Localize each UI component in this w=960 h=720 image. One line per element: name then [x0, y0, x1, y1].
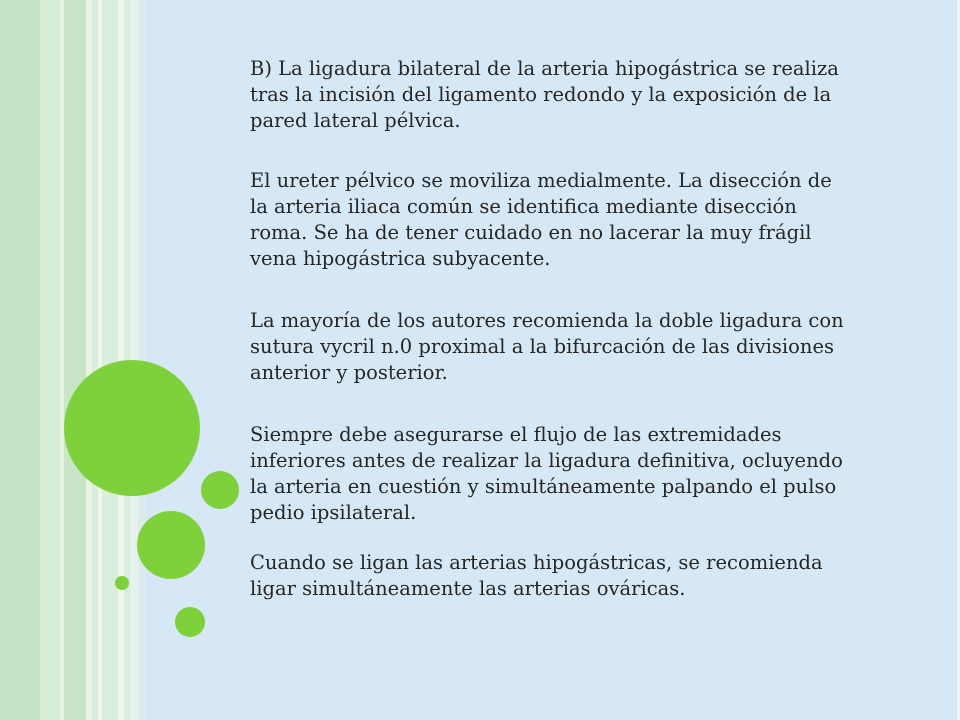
decorative-circle-small	[175, 607, 205, 637]
paragraph-ligadura-bilateral: B) La ligadura bilateral de la arteria hipogástrica se realiza tras la incisión del ligamento redondo y la exposición de la pared lateral pélvica.	[250, 57, 839, 132]
decorative-circle-large	[64, 360, 200, 496]
paragraph-flujo-extremidades: Siempre debe asegurarse el flujo de las extremidades inferiores antes de realizar la ligadura definitiva, ocluyendo la arteria en cuestión y simultáneamente palpando el pulso pedio ipsilateral.	[250, 423, 843, 524]
paragraph-arterias-ovaricas: Cuando se ligan las arterias hipogástricas, se recomienda ligar simultáneamente las arterias ováricas.	[250, 551, 823, 600]
decorative-circle-small	[201, 471, 239, 509]
decorative-circle-medium	[137, 511, 205, 579]
paragraph-doble-ligadura: La mayoría de los autores recomienda la doble ligadura con sutura vycril n.0 proximal a la bifurcación de las divisiones anterior y posterior.	[250, 309, 844, 384]
decorative-circle-tiny	[115, 576, 129, 590]
paragraph-ureter-pelvico: El ureter pélvico se moviliza medialmente. La disección de la arteria iliaca común se identifica mediante disección roma. Se ha de tener cuidado en no lacerar la muy frágil vena hipogástrica subyacente.	[250, 169, 832, 270]
